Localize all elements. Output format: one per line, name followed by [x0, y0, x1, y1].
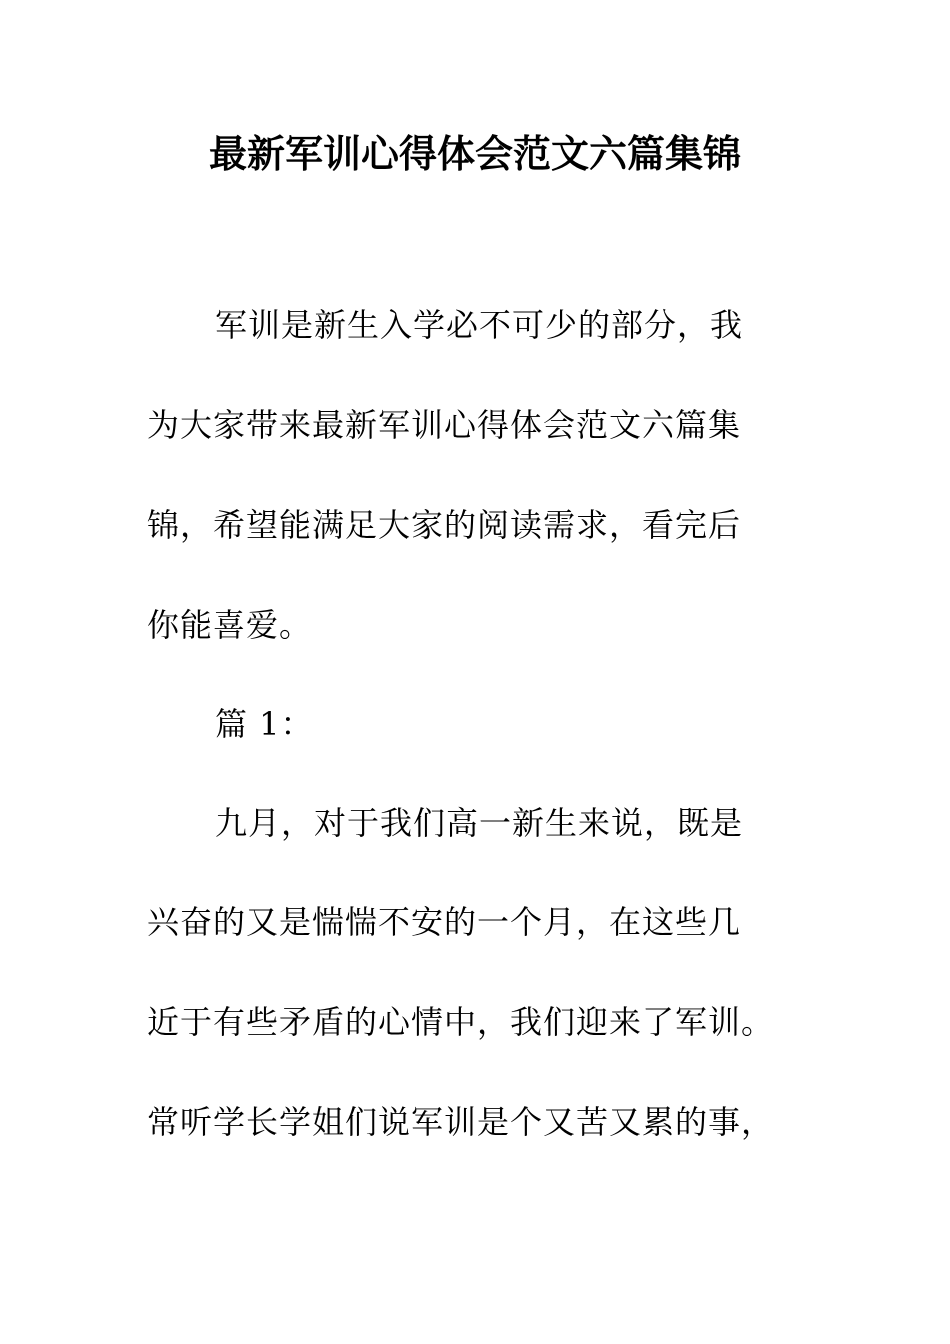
- paragraph-line: 为大家带来最新军训心得体会范文六篇集: [147, 406, 742, 444]
- paragraph-line: 常听学长学姐们说军训是个又苦又累的事，: [147, 1103, 775, 1141]
- document-title: 最新军训心得体会范文六篇集锦: [208, 131, 741, 176]
- paragraph-line: 你能喜爱。: [147, 606, 313, 644]
- paragraph-line: 近于有些矛盾的心情中，我们迎来了军训。: [147, 1003, 775, 1041]
- paragraph-line: 军训是新生入学必不可少的部分，我: [215, 306, 744, 344]
- section-heading: 篇 1：: [215, 705, 314, 743]
- paragraph-line: 兴奋的又是惴惴不安的一个月，在这些几: [147, 903, 742, 941]
- paragraph-line: 九月，对于我们高一新生来说，既是: [215, 804, 744, 842]
- paragraph-line: 锦，希望能满足大家的阅读需求，看完后: [147, 506, 742, 544]
